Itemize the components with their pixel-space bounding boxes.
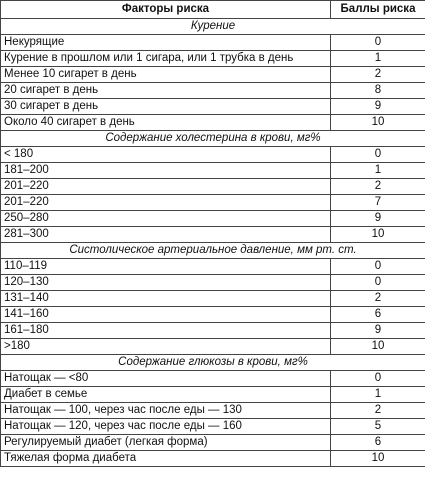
section-row (1, 243, 425, 259)
header-risk-scores: Баллы риска (331, 1, 425, 19)
table-row (1, 323, 425, 339)
table-row (1, 163, 425, 179)
risk-score-value: 10 (331, 115, 425, 131)
table-row (1, 83, 425, 99)
risk-factor-label: Натощак — <80 (1, 371, 331, 387)
table-row (1, 435, 425, 451)
risk-score-value: 0 (331, 371, 425, 387)
risk-factor-label: 131–140 (1, 291, 331, 307)
risk-factor-label: 281–300 (1, 227, 331, 243)
table-row (1, 291, 425, 307)
risk-score-value: 2 (331, 291, 425, 307)
table-row (1, 259, 425, 275)
section-row (1, 131, 425, 147)
section-title: Содержание глюкозы в крови, мг% (1, 355, 425, 371)
risk-score-value: 2 (331, 179, 425, 195)
risk-score-value: 6 (331, 435, 425, 451)
table-row (1, 419, 425, 435)
risk-factor-label: 120–130 (1, 275, 331, 291)
table-row (1, 147, 425, 163)
risk-score-value: 2 (331, 67, 425, 83)
risk-factor-label: 201–220 (1, 179, 331, 195)
risk-score-value: 1 (331, 387, 425, 403)
risk-factor-label: Регулируемый диабет (легкая форма) (1, 435, 331, 451)
risk-score-value: 6 (331, 307, 425, 323)
risk-score-value: 5 (331, 419, 425, 435)
risk-factor-label: Курение в прошлом или 1 сигара, или 1 трубка в день (1, 51, 331, 67)
risk-score-value: 7 (331, 195, 425, 211)
table-row (1, 35, 425, 51)
risk-score-value: 0 (331, 259, 425, 275)
table-row (1, 275, 425, 291)
table-row (1, 179, 425, 195)
section-title: Курение (1, 19, 425, 35)
risk-factor-label: 141–160 (1, 307, 331, 323)
table-header-row (1, 1, 425, 19)
risk-score-value: 10 (331, 227, 425, 243)
risk-factor-label: Натощак — 100, через час после еды — 130 (1, 403, 331, 419)
risk-score-value: 9 (331, 323, 425, 339)
section-title: Содержание холестерина в крови, мг% (1, 131, 425, 147)
section-row (1, 19, 425, 35)
risk-factor-label: 181–200 (1, 163, 331, 179)
table-row (1, 227, 425, 243)
table-row (1, 211, 425, 227)
section-title: Систолическое артериальное давление, мм рт. ст. (1, 243, 425, 259)
risk-factor-label: 20 сигарет в день (1, 83, 331, 99)
table-row (1, 115, 425, 131)
risk-factor-label: Натощак — 120, через час после еды — 160 (1, 419, 331, 435)
table-row (1, 99, 425, 115)
risk-score-value: 9 (331, 99, 425, 115)
section-row (1, 355, 425, 371)
table-row (1, 387, 425, 403)
risk-score-value: 1 (331, 51, 425, 67)
risk-factor-label: 161–180 (1, 323, 331, 339)
risk-score-value: 10 (331, 451, 425, 467)
risk-factor-label: Около 40 сигарет в день (1, 115, 331, 131)
table-row (1, 451, 425, 467)
risk-score-value: 0 (331, 147, 425, 163)
risk-factor-label: Менее 10 сигарет в день (1, 67, 331, 83)
table-row (1, 67, 425, 83)
risk-score-value: 0 (331, 275, 425, 291)
table-row (1, 51, 425, 67)
risk-factor-label: < 180 (1, 147, 331, 163)
risk-factor-label: Тяжелая форма диабета (1, 451, 331, 467)
risk-score-value: 9 (331, 211, 425, 227)
table-body (1, 19, 425, 467)
table-row (1, 307, 425, 323)
risk-factor-label: 110–119 (1, 259, 331, 275)
table-row (1, 403, 425, 419)
risk-factor-label: 250–280 (1, 211, 331, 227)
header-risk-factors: Факторы риска (1, 1, 331, 19)
risk-score-value: 0 (331, 35, 425, 51)
risk-score-value: 8 (331, 83, 425, 99)
risk-score-value: 10 (331, 339, 425, 355)
risk-score-value: 2 (331, 403, 425, 419)
table-row (1, 195, 425, 211)
risk-score-value: 1 (331, 163, 425, 179)
risk-factor-label: Некурящие (1, 35, 331, 51)
risk-factor-label: Диабет в семье (1, 387, 331, 403)
risk-factor-label: >180 (1, 339, 331, 355)
risk-factor-label: 201–220 (1, 195, 331, 211)
table-row (1, 339, 425, 355)
risk-factor-label: 30 сигарет в день (1, 99, 331, 115)
table-row (1, 371, 425, 387)
